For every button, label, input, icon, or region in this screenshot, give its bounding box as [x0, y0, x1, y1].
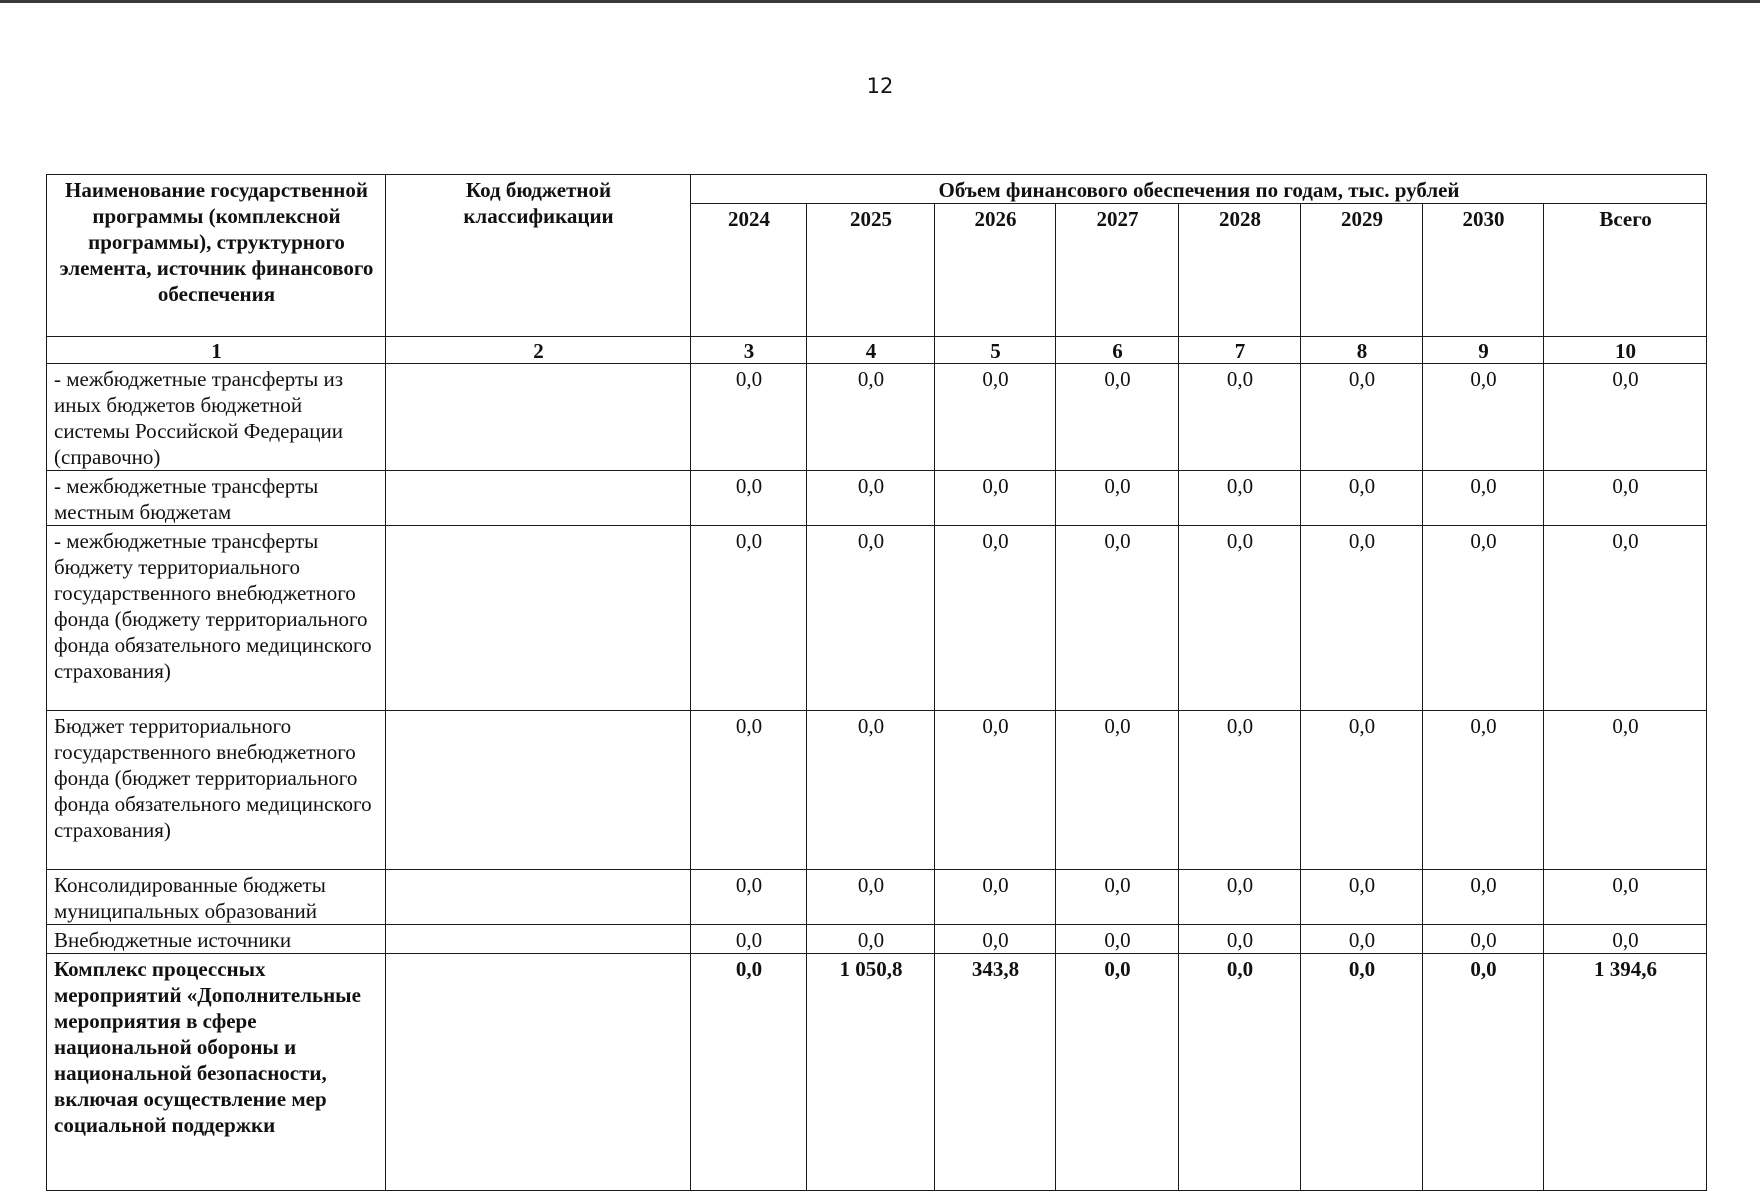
- table-row: [47, 471, 1707, 526]
- row-value: 0,0: [1301, 954, 1423, 1191]
- row-value: 0,0: [1056, 711, 1179, 870]
- row-name: - межбюджетные трансферты из иных бюджетов бюджетной системы Российской Федерации (справочно): [47, 364, 386, 471]
- row-value: 0,0: [935, 364, 1056, 471]
- row-value: 0,0: [1056, 870, 1179, 925]
- row-name: Бюджет территориального государственного внебюджетного фонда (бюджет территориального фонда обязательного медицинского страхования): [47, 711, 386, 870]
- column-number: 2: [386, 337, 691, 364]
- column-number: 9: [1423, 337, 1544, 364]
- row-value: 0,0: [691, 471, 807, 526]
- column-number: 10: [1544, 337, 1707, 364]
- row-value: 0,0: [935, 925, 1056, 954]
- row-value: 0,0: [1056, 954, 1179, 1191]
- row-value: 0,0: [1301, 364, 1423, 471]
- row-value: 0,0: [935, 471, 1056, 526]
- row-value: 0,0: [807, 526, 935, 711]
- row-value: 0,0: [807, 364, 935, 471]
- row-value: 0,0: [1301, 870, 1423, 925]
- header-year: 2030: [1423, 204, 1544, 337]
- row-value: 0,0: [1423, 526, 1544, 711]
- row-value: 0,0: [1179, 925, 1301, 954]
- row-total: 1 394,6: [1544, 954, 1707, 1191]
- table-row: [47, 954, 1707, 1191]
- row-value: 0,0: [807, 711, 935, 870]
- column-number: 6: [1056, 337, 1179, 364]
- column-number: 7: [1179, 337, 1301, 364]
- header-year: 2029: [1301, 204, 1423, 337]
- row-total: 0,0: [1544, 925, 1707, 954]
- header-code-column: Код бюджетной классификации: [386, 175, 691, 337]
- row-value: 0,0: [691, 870, 807, 925]
- row-code: [386, 711, 691, 870]
- row-value: 0,0: [1423, 364, 1544, 471]
- row-code: [386, 954, 691, 1191]
- column-number: 4: [807, 337, 935, 364]
- table-row: [47, 526, 1707, 711]
- row-name: Комплекс процессных мероприятий «Дополнительные мероприятия в сфере национальной обороны и национальной безопасности, включая осуществление мер социальной поддержки: [47, 954, 386, 1191]
- row-total: 0,0: [1544, 870, 1707, 925]
- row-value: 0,0: [1301, 711, 1423, 870]
- row-value: 0,0: [691, 925, 807, 954]
- row-value: 0,0: [1301, 471, 1423, 526]
- row-code: [386, 870, 691, 925]
- header-total: Всего: [1544, 204, 1707, 337]
- row-value: 0,0: [691, 954, 807, 1191]
- row-value: 0,0: [1423, 471, 1544, 526]
- row-value: 0,0: [691, 364, 807, 471]
- row-value: 0,0: [1056, 364, 1179, 471]
- row-value: 0,0: [1179, 711, 1301, 870]
- row-total: 0,0: [1544, 471, 1707, 526]
- column-number: 8: [1301, 337, 1423, 364]
- row-value: 1 050,8: [807, 954, 935, 1191]
- row-value: 0,0: [807, 471, 935, 526]
- column-numbers-row: [47, 337, 1707, 364]
- row-total: 0,0: [1544, 364, 1707, 471]
- row-value: 0,0: [935, 870, 1056, 925]
- row-value: 0,0: [807, 925, 935, 954]
- row-value: 0,0: [1179, 471, 1301, 526]
- row-total: 0,0: [1544, 526, 1707, 711]
- column-number: 1: [47, 337, 386, 364]
- row-value: 0,0: [691, 526, 807, 711]
- row-value: 0,0: [1056, 471, 1179, 526]
- row-value: 0,0: [1179, 870, 1301, 925]
- row-value: 0,0: [1056, 526, 1179, 711]
- header-year: 2024: [691, 204, 807, 337]
- table-row: [47, 711, 1707, 870]
- row-value: 0,0: [1423, 870, 1544, 925]
- row-value: 0,0: [935, 526, 1056, 711]
- header-name-column: Наименование государственной программы (комплексной программы), структурного элемента, источник финансового обеспечения: [47, 175, 386, 337]
- financing-table: [46, 174, 1707, 1191]
- row-value: 0,0: [1179, 954, 1301, 1191]
- row-value: 0,0: [1301, 526, 1423, 711]
- header-volume-column: Объем финансового обеспечения по годам, тыс. рублей: [691, 175, 1707, 204]
- scan-edge-line: [0, 0, 1760, 3]
- row-name: - межбюджетные трансферты местным бюджетам: [47, 471, 386, 526]
- row-value: 343,8: [935, 954, 1056, 1191]
- table-row: [47, 870, 1707, 925]
- row-name: - межбюджетные трансферты бюджету территориального государственного внебюджетного фонда (бюджету территориального фонда обязательного медицинского страхования): [47, 526, 386, 711]
- column-number: 5: [935, 337, 1056, 364]
- row-value: 0,0: [807, 870, 935, 925]
- column-number: 3: [691, 337, 807, 364]
- page-number: 12: [866, 74, 894, 98]
- row-value: 0,0: [1423, 925, 1544, 954]
- row-code: [386, 364, 691, 471]
- table-row: [47, 925, 1707, 954]
- row-code: [386, 471, 691, 526]
- row-value: 0,0: [691, 711, 807, 870]
- row-value: 0,0: [1056, 925, 1179, 954]
- row-value: 0,0: [1179, 526, 1301, 711]
- table-body: [47, 364, 1707, 1191]
- table-row: [47, 364, 1707, 471]
- row-name: Консолидированные бюджеты муниципальных образований: [47, 870, 386, 925]
- row-value: 0,0: [1423, 711, 1544, 870]
- row-code: [386, 925, 691, 954]
- row-value: 0,0: [935, 711, 1056, 870]
- row-value: 0,0: [1301, 925, 1423, 954]
- row-value: 0,0: [1179, 364, 1301, 471]
- header-year: 2027: [1056, 204, 1179, 337]
- row-total: 0,0: [1544, 711, 1707, 870]
- row-name: Внебюджетные источники: [47, 925, 386, 954]
- header-year: 2026: [935, 204, 1056, 337]
- header-year: 2025: [807, 204, 935, 337]
- row-code: [386, 526, 691, 711]
- row-value: 0,0: [1423, 954, 1544, 1191]
- header-year: 2028: [1179, 204, 1301, 337]
